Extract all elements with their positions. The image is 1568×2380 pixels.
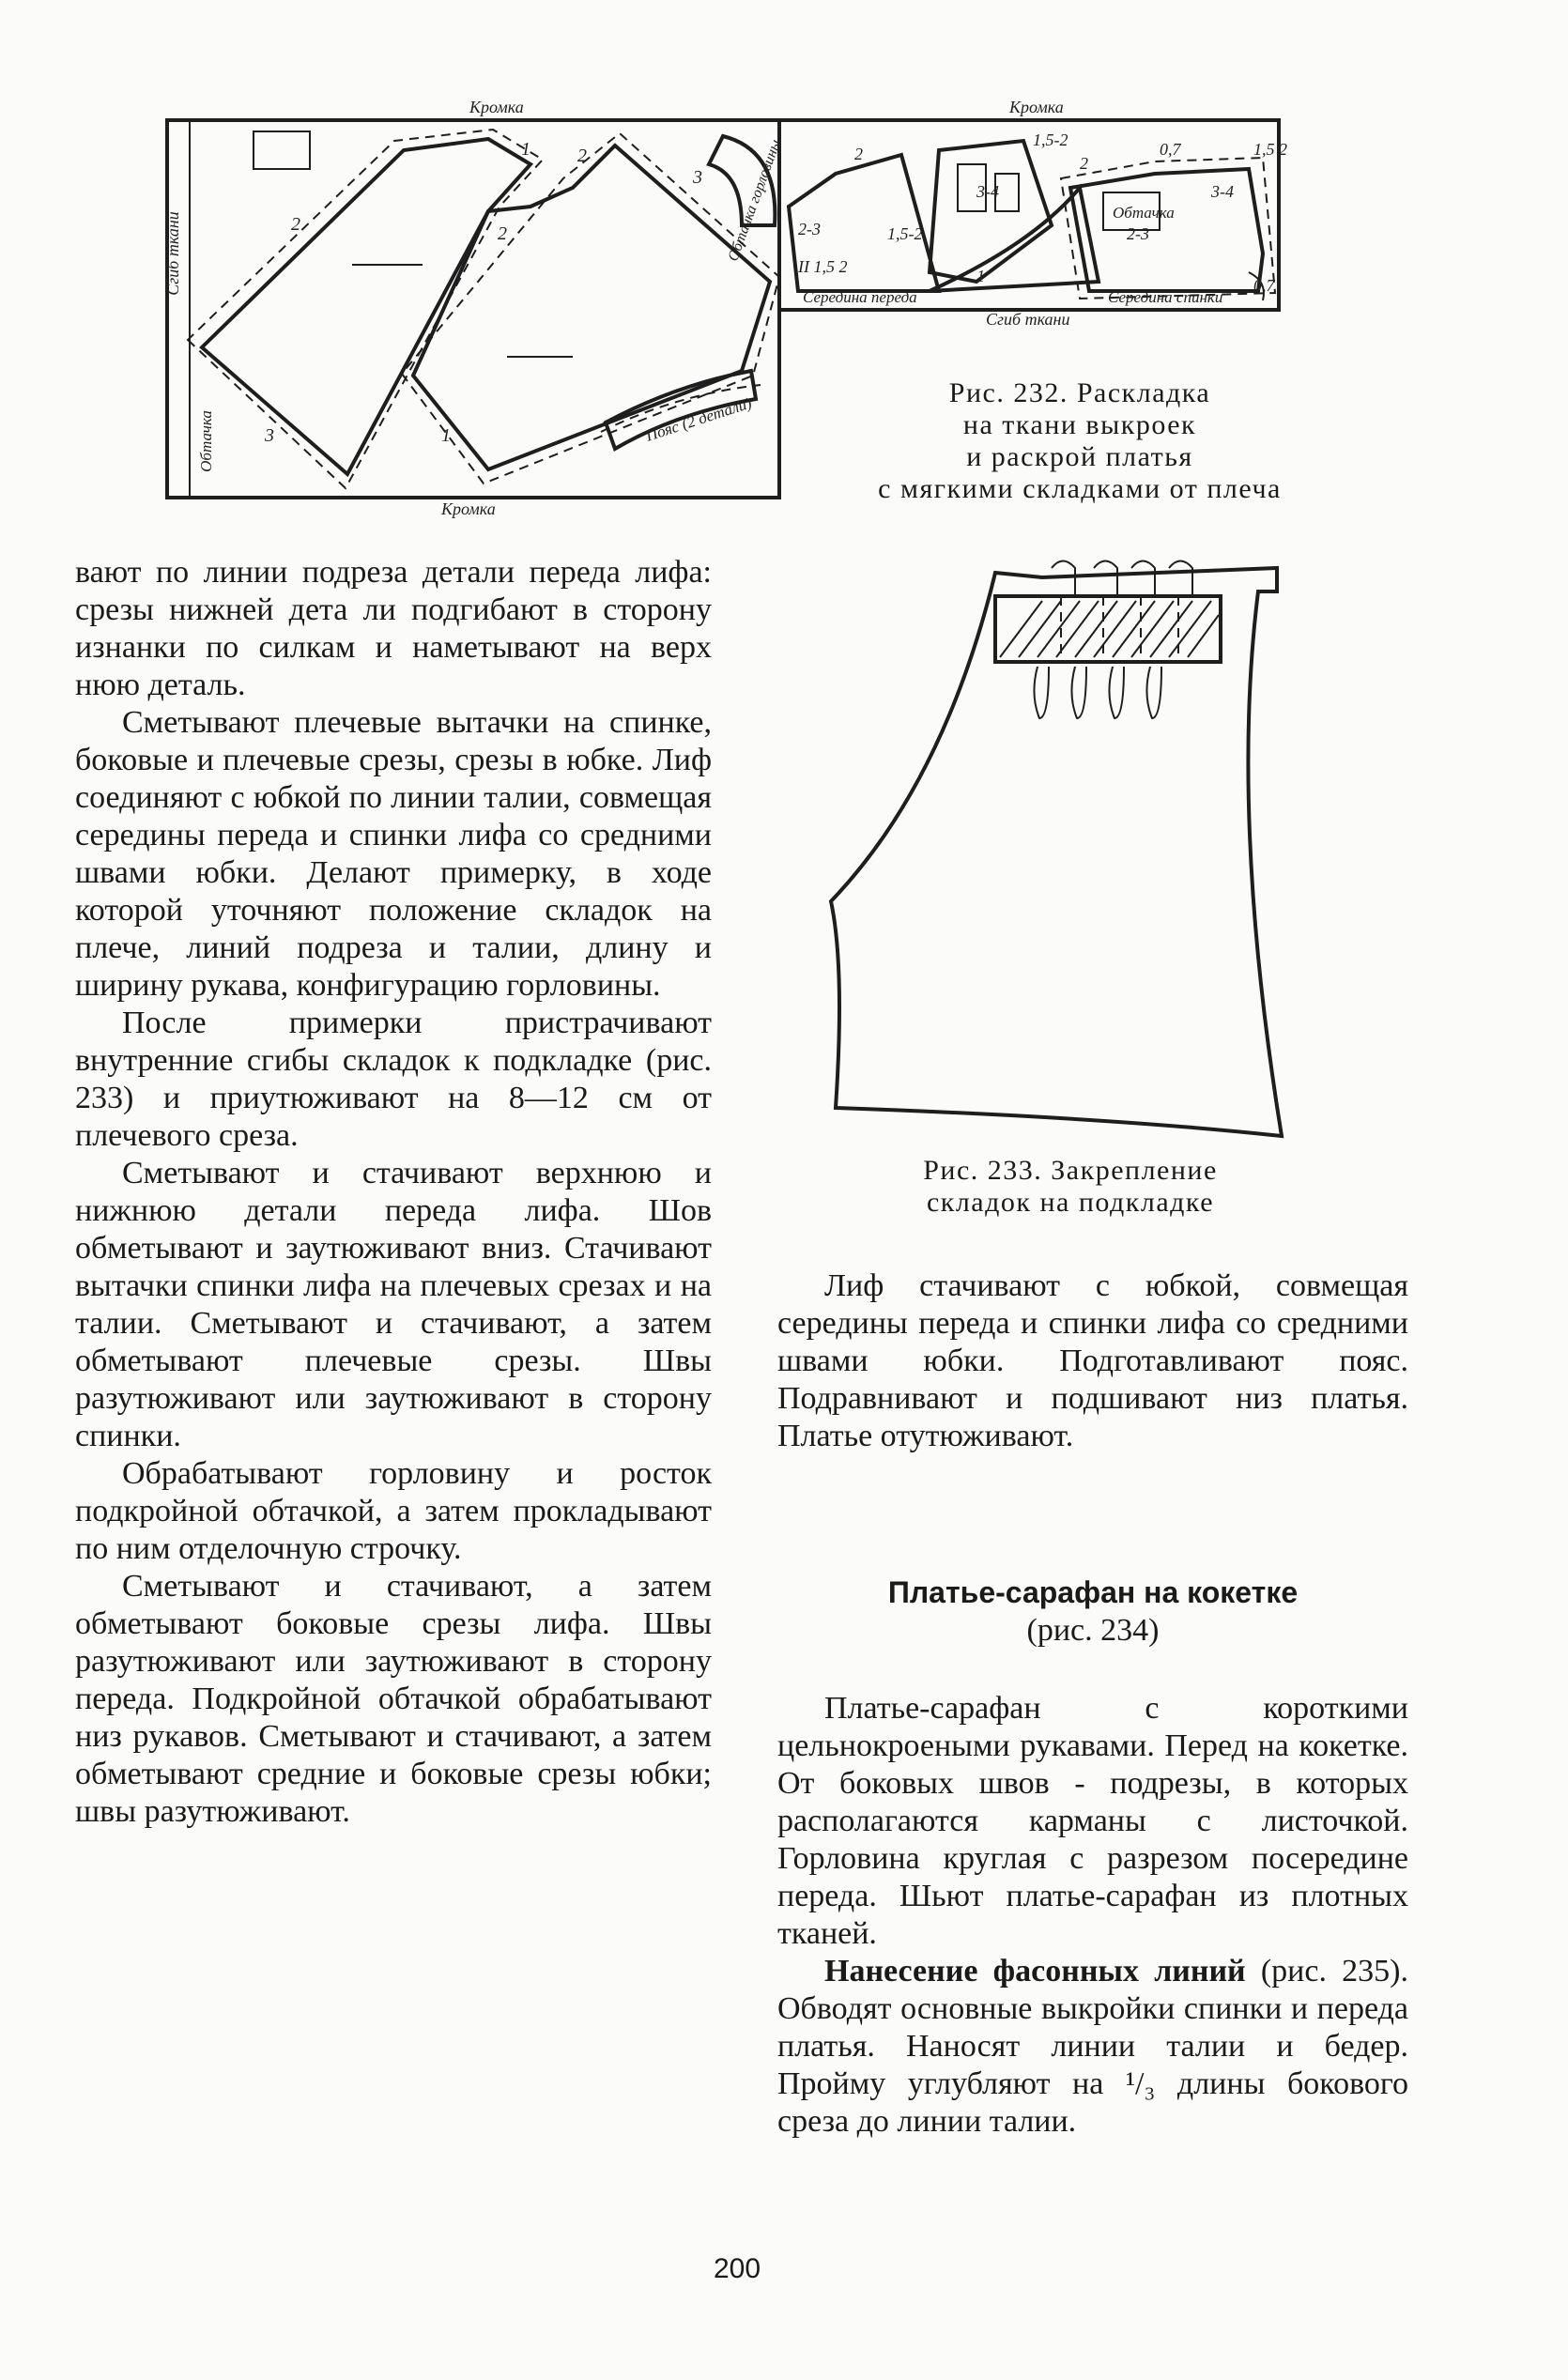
svg-text:3: 3 (265, 425, 274, 446)
svg-text:2: 2 (498, 223, 507, 244)
page-number: 200 (713, 2253, 761, 2284)
fabric-panel-left (167, 120, 779, 498)
figure-232-caption (817, 377, 1343, 505)
label-fold-bottom: Сгиб ткани (986, 310, 1070, 329)
label-edge-bottom: Кромка (441, 499, 496, 518)
svg-text:1: 1 (521, 139, 530, 160)
right-text-section (777, 1690, 1408, 2141)
svg-text:0,7: 0,7 (1253, 276, 1275, 295)
svg-text:2: 2 (1080, 154, 1088, 173)
caption-line: складок на подкладке (926, 1187, 1215, 1218)
label-facing-small: Обтачка (1113, 204, 1175, 222)
svg-text:1,5 2: 1,5 2 (1253, 140, 1287, 159)
svg-text:0,7: 0,7 (1160, 140, 1181, 159)
pattern-piece-back-center (1070, 169, 1263, 291)
hatch-lines (1000, 601, 1219, 657)
label-front-center: Середина переда (803, 288, 917, 306)
caption-line: Рис. 233. Закрепление (923, 1155, 1218, 1186)
svg-text:1,5-2: 1,5-2 (1033, 131, 1068, 149)
svg-text:2: 2 (854, 145, 863, 163)
paragraph: Сметывают плечевые вытачки на спинке, боковые и плечевые срезы, срезы в юбке. Лиф соединяют с юбкой по линии талии, совмещая середины переда и спинки лифа со средними швами юбки. Делают примерку, в ходе которой уточняют положение складок на плече, линий подреза и талии, длину и ширину рукава, конфигурацию горловины. (75, 705, 712, 1003)
svg-text:II 1,5 2: II 1,5 2 (798, 257, 848, 276)
label-fold-left: Сгиб ткани (163, 211, 182, 296)
label-edge-top-right: Кромка (1009, 98, 1064, 116)
section-subheading: (рис. 234) (1026, 1613, 1160, 1648)
pleat-folds (1034, 561, 1192, 719)
paragraph: вают по линии подреза детали переда лифа: срезы нижней дета ли подгибают в сторону изнанки по силкам и наметывают на верх нюю деталь. (75, 555, 712, 702)
pattern-piece-front (202, 139, 530, 474)
paragraph: После примерки пристрачивают внутренние сгибы складок к подкладке (рис. 233) и приутюживают на 8—12 см от плечевого среза. (75, 1006, 712, 1153)
section-heading: Платье-сарафан на кокетке (887, 1575, 1299, 1609)
svg-text:2: 2 (577, 146, 587, 166)
bold-lead: Нанесение фасонных линий (824, 1954, 1246, 1988)
figure-233-caption (845, 1155, 1296, 1219)
svg-text:2: 2 (291, 214, 300, 235)
paragraph (777, 1953, 1408, 2141)
garment-outline (831, 568, 1282, 1136)
label-back-center: Середина спинки (1108, 288, 1223, 306)
svg-text:1: 1 (441, 425, 451, 446)
label-belt: Пояс (2 детали) (643, 393, 754, 445)
caption-line: с мягкими складками от плеча (878, 473, 1282, 504)
paragraph: Платье-сарафан с короткими цельнокроеными рукавами. Перед на кокетке. От боковых швов - подрезы, в которых располагаются карманы с листочкой. Горловина круглая с разрезом посередине переда. Шьют платье-сарафан из плотных тканей. (777, 1691, 1408, 1951)
paragraph: Обрабатывают горловину и росток подкройной обтачкой, а затем прокладывают по ним отделочную строчку. (75, 1456, 712, 1566)
svg-text:3: 3 (693, 167, 702, 188)
svg-text:2-3: 2-3 (798, 220, 821, 238)
svg-text:1: 1 (976, 267, 985, 285)
svg-text:3-4: 3-4 (1211, 182, 1234, 201)
label-neck-facing: Обтачка горловины (725, 137, 785, 264)
paragraph: Лиф стачивают с юбкой, совмещая середины переда и спинки лифа со средними швами юбки. Подготавливают пояс. Подравнивают и подшивают низ платья. Платье отутюживают. (777, 1268, 1408, 1453)
svg-text:3-4: 3-4 (976, 182, 999, 201)
label-edge-top-left: Кромка (469, 98, 524, 116)
paragraph-rest: (рис. 235). Обводят основные выкройки спинки и переда платья. Наносят линии талии и бедер. Пройму углубляют на ¹/₃ длины бокового среза до линии талии. (777, 1954, 1408, 2139)
paragraph: Сметывают и стачивают, а затем обметывают боковые срезы лифа. Швы разутюживают или заутюживают в сторону переда. Подкройной обтачкой обрабатывают низ рукавов. Сметывают и стачивают, а затем обметывают средние и боковые срезы юбки; швы разутюживают. (75, 1569, 712, 1829)
caption-line: на ткани выкроек (962, 409, 1197, 440)
figure-233-pleats-diagram (826, 554, 1296, 1136)
svg-text:1,5-2: 1,5-2 (887, 224, 923, 243)
left-text-column (75, 554, 712, 1831)
caption-line: Рис. 232. Раскладка (948, 377, 1211, 408)
paragraph: Сметывают и стачивают верхнюю и нижнюю детали переда лифа. Шов обметывают и заутюживают вниз. Стачивают вытачки спинки лифа на плечевых срезах и на талии. Сметывают и стачивают, а затем обметывают плечевые срезы. Швы разутюживают или заутюживают в сторону спинки. (75, 1156, 712, 1453)
caption-line: и раскрой платья (966, 441, 1193, 472)
label-facing: Обтачка (197, 410, 215, 472)
right-text-top (777, 1267, 1408, 1455)
lining-strip (995, 596, 1221, 662)
svg-text:2-3: 2-3 (1127, 224, 1149, 243)
